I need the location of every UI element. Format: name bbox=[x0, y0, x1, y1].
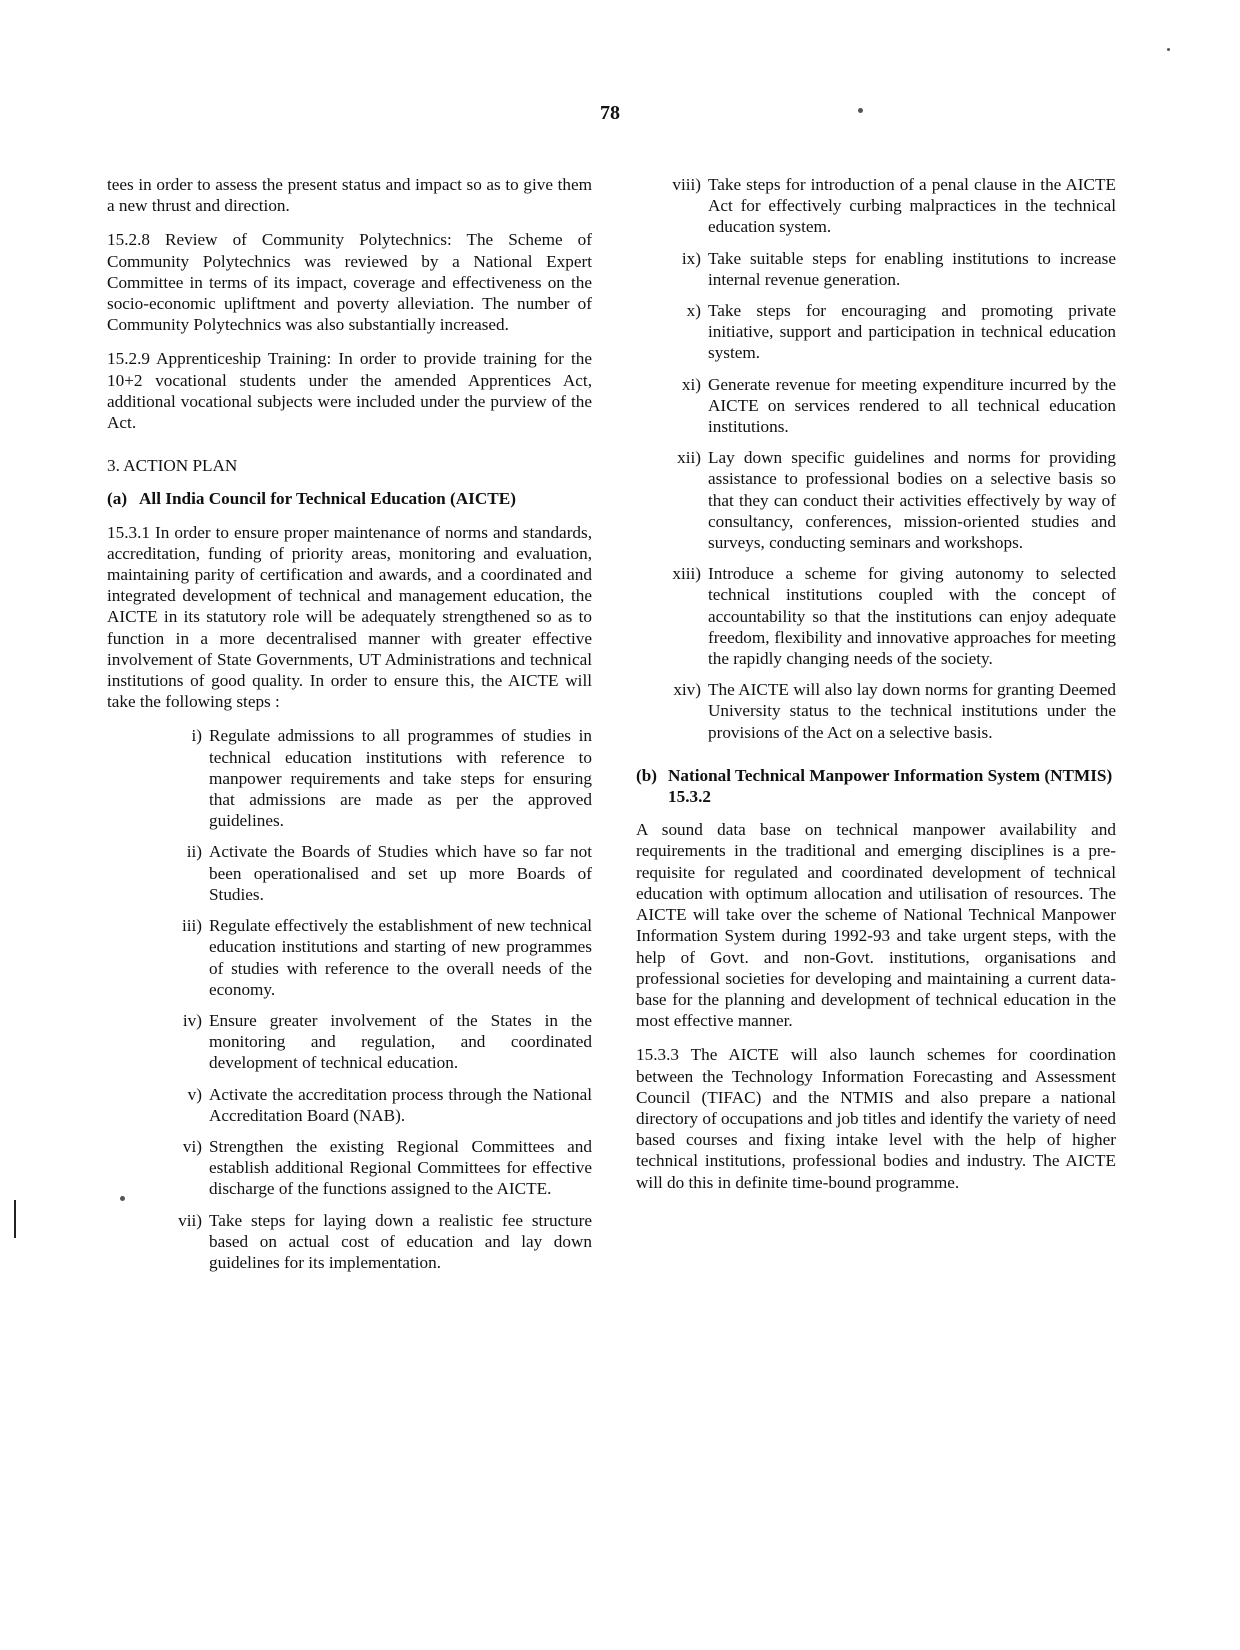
list-item-text: Introduce a scheme for giving autonomy to selected technical institutions coupled with the concept of accountability so that the institutions can enjoy adequate freedom, flexibility and innovative approaches for meeting the rapidly changing needs of the society. bbox=[708, 564, 1116, 669]
paragraph-15-2-9: 15.2.9 Apprenticeship Training: In order to provide training for the 10+2 vocational students under the amended Apprentices Act, additional vocational subjects were included under the purview of the Act. bbox=[107, 349, 592, 433]
page-number: 78 bbox=[600, 102, 620, 124]
subsection-title: National Technical Manpower Information System (NTMIS) 15.3.2 bbox=[668, 765, 1113, 807]
aicte-steps-list-continued bbox=[636, 174, 1116, 743]
list-item bbox=[162, 841, 592, 905]
list-item bbox=[636, 679, 1116, 743]
list-item bbox=[636, 174, 1116, 238]
list-item-text: Activate the Boards of Studies which have so far not been operationalised and set up more Boards of Studies. bbox=[209, 842, 592, 904]
subsection-title: All India Council for Technical Education (AICTE) bbox=[139, 489, 516, 509]
list-item-text: Take steps for encouraging and promoting private initiative, support and participation in technical education system. bbox=[708, 301, 1116, 363]
list-item-number: vii) bbox=[178, 1210, 202, 1230]
subsection-label: (b) bbox=[636, 765, 658, 785]
list-item-text: Regulate effectively the establishment of new technical education institutions and starting of new programmes of studies with reference to the overall needs of the economy. bbox=[209, 916, 592, 999]
list-item-number: ix) bbox=[681, 248, 701, 268]
list-item bbox=[636, 300, 1116, 364]
list-item-number: ii) bbox=[186, 842, 202, 862]
list-item bbox=[162, 1136, 592, 1200]
list-item-number: v) bbox=[187, 1084, 202, 1104]
list-item-text: Ensure greater involvement of the States in the monitoring and regulation, and coordinated development of technical education. bbox=[209, 1010, 592, 1073]
list-item-number: viii) bbox=[672, 175, 701, 194]
list-item-text: Take steps for laying down a realistic fee structure based on actual cost of education and lay down guidelines for its implementation. bbox=[209, 1210, 592, 1272]
list-item bbox=[636, 447, 1116, 553]
scan-speck bbox=[858, 108, 863, 113]
list-item-text: Generate revenue for meeting expenditure incurred by the AICTE on services rendered to all technical education institutions. bbox=[708, 374, 1116, 437]
list-item-text: The AICTE will also lay down norms for granting Deemed University status to the technical institutions under the provisions of the Act on a selective basis. bbox=[708, 680, 1116, 742]
scan-speck bbox=[14, 1200, 16, 1238]
list-item-number: xi) bbox=[681, 374, 701, 394]
scan-speck bbox=[1167, 48, 1170, 51]
list-item-number: vi) bbox=[182, 1136, 202, 1156]
paragraph-15-3-3: 15.3.3 The AICTE will also launch schemes for coordination between the Technology Information Forecasting and Assessment Council (TIFAC) and the NTMIS and also prepare a national directory of occupations and job titles and identify the variety of need based courses and fixing intake level with the help of higher technical institutions, professional bodies and industry. The AICTE will do this in definite time-bound programme. bbox=[636, 1045, 1116, 1192]
left-column bbox=[107, 174, 592, 1285]
list-item bbox=[162, 1010, 592, 1074]
paragraph-15-2-8: 15.2.8 Review of Community Polytechnics: The Scheme of Community Polytechnics was reviewed by a National Expert Committee in terms of its impact, coverage and effectiveness on the socio-economic upliftment and poverty alleviation. The number of Community Polytechnics was also substantially increased. bbox=[107, 230, 592, 335]
intro-paragraph: tees in order to assess the present status and impact so as to give them a new thrust and direction. bbox=[107, 175, 592, 216]
list-item-text: Lay down specific guidelines and norms for providing assistance to professional bodies on a selective basis so that they can conduct their activities effectively by way of consultancy, conferences, mission-oriented studies and surveys, conducting seminars and workshops. bbox=[708, 448, 1116, 553]
paragraph-15-3-2: A sound data base on technical manpower availability and requirements in the traditional and emerging disciplines is a pre-requisite for regulated and coordinated development of technical education with optimum allocation and utilisation of resources. The AICTE will take over the scheme of National Technical Manpower Information System during 1992-93 and take urgent steps, with the help of Govt. and non-Govt. institutions, organisations and professional societies for developing and maintaining a current data-base for the planning and development of technical education in the most effective manner. bbox=[636, 820, 1116, 1031]
right-column bbox=[636, 174, 1116, 1206]
list-item bbox=[162, 1084, 592, 1126]
list-item bbox=[636, 248, 1116, 290]
subsection-label: (a) bbox=[107, 489, 128, 509]
list-item-number: xiv) bbox=[673, 680, 701, 700]
aicte-steps-list bbox=[162, 725, 592, 1273]
list-item-number: iv) bbox=[182, 1010, 202, 1030]
list-item-text: Take steps for introduction of a penal clause in the AICTE Act for effectively curbing malpractices in the technical education system. bbox=[708, 175, 1116, 237]
list-item-number: i) bbox=[191, 726, 202, 746]
list-item bbox=[162, 1210, 592, 1274]
subsection-heading-aicte bbox=[107, 488, 592, 509]
list-item bbox=[636, 563, 1116, 669]
list-item-text: Activate the accreditation process through the National Accreditation Board (NAB). bbox=[209, 1084, 592, 1125]
list-item bbox=[162, 915, 592, 1000]
list-item-number: xiii) bbox=[672, 564, 701, 584]
section-heading-action-plan: 3. ACTION PLAN bbox=[107, 456, 238, 476]
list-item-text: Strengthen the existing Regional Committees and establish additional Regional Committees for effective discharge of the functions assigned to the AICTE. bbox=[209, 1136, 592, 1199]
list-item-number: x) bbox=[686, 301, 701, 321]
list-item bbox=[636, 374, 1116, 438]
list-item bbox=[162, 725, 592, 831]
subsection-heading-ntmis bbox=[636, 765, 1116, 807]
list-item-number: xii) bbox=[677, 448, 701, 468]
list-item-text: Regulate admissions to all programmes of studies in technical education institutions with reference to manpower requirements and take steps for ensuring that admissions are made as per the approved guidelines. bbox=[209, 726, 592, 831]
list-item-number: iii) bbox=[181, 916, 202, 936]
list-item-text: Take suitable steps for enabling institutions to increase internal revenue generation. bbox=[708, 248, 1116, 289]
paragraph-15-3-1: 15.3.1 In order to ensure proper maintenance of norms and standards, accreditation, funding of priority areas, monitoring and evaluation, maintaining parity of certification and awards, and a coordinated and integrated development of technical and management education, the AICTE in its statutory role will be adequately strengthened so as to function in a more decentralised manner with greater effective involvement of State Governments, UT Administrations and technical institutions of good quality. In order to ensure this, the AICTE will take the following steps : bbox=[107, 522, 592, 712]
